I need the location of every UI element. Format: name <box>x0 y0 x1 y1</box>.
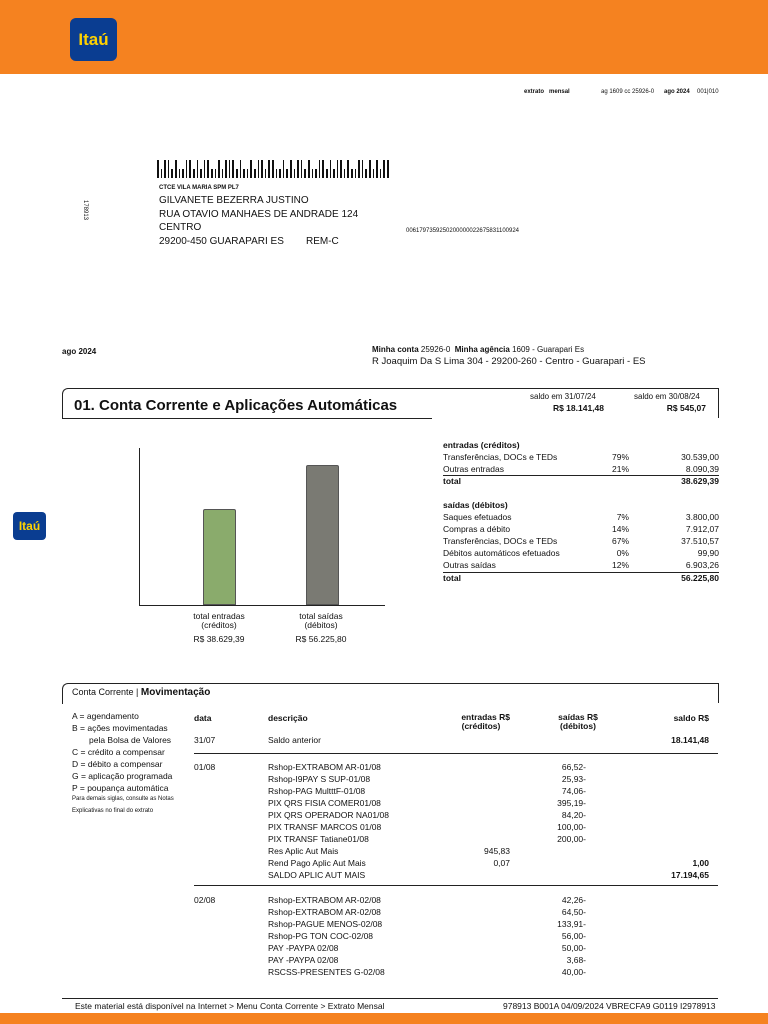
barcode-bar <box>373 169 375 178</box>
barcode-bar <box>232 160 234 178</box>
opening-desc: Saldo anterior <box>268 735 321 745</box>
doc-type: extrato mensal <box>524 89 570 95</box>
barcode-bar <box>290 160 292 178</box>
barcode-bar <box>236 169 238 178</box>
entradas-total-value: 38.629,39 <box>681 476 719 486</box>
account-info: Minha conta 25926-0 Minha agência 1609 - Guarapari Es <box>372 345 585 354</box>
barcode-bar <box>218 160 220 178</box>
saidas-label: Transferências, DOCs e TEDs <box>443 536 558 546</box>
barcode-bar <box>168 160 170 178</box>
transaction-desc: Rend Pago Aplic Aut Mais <box>268 858 366 868</box>
transaction-saida: 200,00- <box>557 834 586 844</box>
saidas-value: 7.912,07 <box>685 524 719 534</box>
transaction-desc: Rshop-EXTRABOM AR-02/08 <box>268 895 381 905</box>
recipient-rem: REM-C <box>306 236 339 247</box>
saidas-label: Saques efetuados <box>443 512 512 522</box>
transaction-saida: 64,50- <box>561 907 586 917</box>
saidas-value: 37.510,57 <box>681 536 719 546</box>
transaction-desc: Rshop-PG TON COC-02/08 <box>268 931 374 941</box>
barcode-bar <box>279 169 281 178</box>
saidas-total-label: total <box>443 573 461 583</box>
barcode-bar <box>387 160 389 178</box>
movimentacao-frame-right <box>716 683 719 703</box>
footer-divider <box>62 998 718 999</box>
movimentacao-breadcrumb: Conta Corrente | Movimentação <box>72 687 211 698</box>
saidas-label: Compras a débito <box>443 524 511 534</box>
chart-bar-entradas <box>203 509 236 605</box>
barcode-bar <box>179 169 181 178</box>
section-frame-right <box>716 388 719 418</box>
group-divider <box>194 885 718 886</box>
barcode-bar <box>171 169 173 178</box>
entradas-title: entradas (créditos) <box>443 440 520 450</box>
transaction-saida: 66,52- <box>561 762 586 772</box>
transaction-saida: 74,06- <box>561 786 586 796</box>
recipient-district: CENTRO <box>159 222 202 233</box>
barcode-bar <box>222 169 224 178</box>
footer-bar <box>0 1013 768 1024</box>
barcode-bar <box>380 169 382 178</box>
barcode-bar <box>240 160 242 178</box>
entradas-value: 30.539,00 <box>681 452 719 462</box>
col-header-entradas: entradas R$ (créditos) <box>461 712 510 731</box>
legend-note-1: Para demais siglas, consulte as Notas <box>72 796 174 802</box>
barcode-bar <box>376 160 378 178</box>
barcode-bar <box>326 169 328 178</box>
barcode-bar <box>319 160 321 178</box>
group-date: 02/08 <box>194 895 216 905</box>
entradas-pct: 79% <box>611 452 629 462</box>
transaction-desc: Rshop-PAG MultttF-01/08 <box>268 786 366 796</box>
col-header-descricao: descrição <box>268 713 308 723</box>
transaction-saida: 42,26- <box>561 895 586 905</box>
barcode-bar <box>215 169 217 178</box>
barcode-bar <box>322 160 324 178</box>
legend <box>72 711 192 795</box>
barcode-bar <box>200 169 202 178</box>
barcode-bar <box>197 160 199 178</box>
barcode-bar <box>383 160 385 178</box>
barcode-bar <box>351 169 353 178</box>
barcode-bar <box>186 160 188 178</box>
transaction-saida: 3,68- <box>566 955 586 965</box>
barcode-bar <box>294 169 296 178</box>
barcode-bar <box>365 169 367 178</box>
saidas-row <box>443 548 719 560</box>
saidas-pct: 7% <box>616 512 629 522</box>
barcode-bar <box>312 169 314 178</box>
legend-item: C = crédito a compensar <box>72 747 165 757</box>
legend-item: A = agendamento <box>72 711 139 721</box>
balance-end-value: R$ 545,07 <box>666 403 706 413</box>
barcode-bar <box>362 160 364 178</box>
saidas-label: Outras saídas <box>443 560 496 570</box>
barcode-bar <box>268 160 270 178</box>
barcode-bar <box>261 160 263 178</box>
entradas-row <box>443 452 719 464</box>
barcode-bar <box>276 169 278 178</box>
transaction-desc: Rshop-EXTRABOM AR-02/08 <box>268 907 381 917</box>
transaction-desc: Rshop-EXTRABOM AR-01/08 <box>268 762 381 772</box>
saidas-title: saídas (débitos) <box>443 500 508 510</box>
section-title: 01. Conta Corrente e Aplicações Automáticas <box>74 397 398 414</box>
barcode-bar <box>340 160 342 178</box>
saidas-label: Débitos automáticos efetuados <box>443 548 560 558</box>
saidas-pct: 12% <box>611 560 629 570</box>
transaction-desc: Res Aplic Aut Mais <box>268 846 339 856</box>
entradas-table <box>443 452 719 476</box>
barcode-bar <box>211 169 213 178</box>
col-header-saldo: saldo R$ <box>673 713 709 723</box>
saidas-value: 3.800,00 <box>685 512 719 522</box>
saidas-pct: 0% <box>616 548 629 558</box>
transaction-desc: PIX TRANSF MARCOS 01/08 <box>268 822 382 832</box>
entradas-label: Outras entradas <box>443 464 504 474</box>
legend-item: G = aplicação programada <box>72 771 173 781</box>
barcode-bar <box>369 160 371 178</box>
transaction-saida: 100,00- <box>557 822 586 832</box>
entradas-pct: 21% <box>611 464 629 474</box>
chart-label-entradas: total entradas (créditos) <box>193 611 245 630</box>
doc-month: ago 2024 <box>664 89 690 95</box>
transaction-saldo: 17.194,65 <box>671 870 709 880</box>
balance-end-label: saldo em 30/08/24 <box>634 392 700 401</box>
col-header-saidas: saídas R$ (débitos) <box>558 712 598 731</box>
saidas-row <box>443 524 719 536</box>
chart-x-axis <box>139 605 385 606</box>
entradas-total-label: total <box>443 476 461 486</box>
saidas-total-value: 56.225,80 <box>681 573 719 583</box>
transaction-saida: 84,20- <box>561 810 586 820</box>
recipient-street: RUA OTAVIO MANHAES DE ANDRADE 124 <box>159 209 359 220</box>
doc-ref: ag 1609 cc 25926-0 <box>601 89 655 95</box>
legend-item: pela Bolsa de Valores <box>89 735 172 745</box>
transaction-saida: 133,91- <box>557 919 586 929</box>
footer-note: Este material está disponível na Internet > Menu Conta Corrente > Extrato Mensal <box>75 1001 385 1011</box>
barcode-bar <box>247 169 249 178</box>
transaction-desc: PIX QRS OPERADOR NA01/08 <box>268 810 389 820</box>
entradas-value: 8.090,39 <box>685 464 719 474</box>
recipient-name: GILVANETE BEZERRA JUSTINO <box>159 195 309 206</box>
barcode-bar <box>283 160 285 178</box>
chart-value-entradas: R$ 38.629,39 <box>193 634 245 644</box>
saidas-value: 6.903,26 <box>685 560 719 570</box>
transaction-desc: Rshop-I9PAY S SUP-01/08 <box>268 774 371 784</box>
saidas-value: 99,90 <box>697 548 719 558</box>
itau-side-logo: Itaú <box>13 512 46 540</box>
legend-item: D = débito a compensar <box>72 759 163 769</box>
barcode-bar <box>157 160 159 178</box>
legend-item: B = ações movimentadas <box>72 723 168 733</box>
barcode-bar <box>164 160 166 178</box>
barcode-bar <box>304 169 306 178</box>
saidas-row <box>443 560 719 572</box>
group-date: 01/08 <box>194 762 216 772</box>
barcode-bar <box>258 160 260 178</box>
chart-plot <box>139 448 385 605</box>
barcode-bar <box>243 169 245 178</box>
section-underline <box>62 418 432 419</box>
opening-saldo: 18.141,48 <box>671 735 709 745</box>
barcode-bar <box>272 160 274 178</box>
chart-bar-saidas <box>306 465 339 605</box>
transaction-desc: PIX TRANSF Tatiane01/08 <box>268 834 369 844</box>
saidas-pct: 67% <box>611 536 629 546</box>
barcode-bar <box>347 160 349 178</box>
barcode-bar <box>250 160 252 178</box>
barcode-bar <box>301 160 303 178</box>
opening-date: 31/07 <box>194 735 216 745</box>
barcode-line: CTCE VILA MARIA SPM PL7 <box>159 185 239 191</box>
barcode-bar <box>330 160 332 178</box>
statement-period: ago 2024 <box>62 347 97 356</box>
chart-value-saidas: R$ 56.225,80 <box>295 634 347 644</box>
transaction-desc: PIX QRS FISIA COMER01/08 <box>268 798 381 808</box>
transaction-saida: 395,19- <box>557 798 586 808</box>
barcode-bar <box>286 169 288 178</box>
balance-start-label: saldo em 31/07/24 <box>530 392 596 401</box>
recipient-cep-city: 29200-450 GUARAPARI ES <box>159 236 284 247</box>
agency-address: R Joaquim Da S Lima 304 - 29200-260 - Centro - Guarapari - ES <box>372 356 646 367</box>
barcode-bar <box>337 160 339 178</box>
doc-page: 001|010 <box>697 89 719 95</box>
tracking-number: 0061797359250200000022675831100924 <box>406 228 520 234</box>
barcode-bar <box>161 169 163 178</box>
opening-divider <box>194 753 718 754</box>
barcode-bar <box>297 160 299 178</box>
saidas-table <box>443 512 719 572</box>
transaction-entrada: 0,07 <box>493 858 510 868</box>
transaction-saida: 50,00- <box>561 943 586 953</box>
barcode-bar <box>225 160 227 178</box>
legend-note-2: Explicativas no final do extrato <box>72 808 154 814</box>
entradas-label: Transferências, DOCs e TEDs <box>443 452 558 462</box>
barcode-bar <box>193 169 195 178</box>
barcode-bar <box>355 169 357 178</box>
barcode-bar <box>308 160 310 178</box>
barcode-bar <box>254 169 256 178</box>
barcode-bar <box>182 169 184 178</box>
transaction-desc: Rshop-PAGUE MENOS-02/08 <box>268 919 383 929</box>
barcode-bar <box>207 160 209 178</box>
barcode-bar <box>333 169 335 178</box>
barcode-bar <box>204 160 206 178</box>
postal-barcode <box>157 160 389 178</box>
barcode-bar <box>344 169 346 178</box>
barcode-bar <box>358 160 360 178</box>
transaction-saldo: 1,00 <box>692 858 709 868</box>
transaction-desc: SALDO APLIC AUT MAIS <box>268 870 366 880</box>
transaction-desc: PAY -PAYPA 02/08 <box>268 955 339 965</box>
barcode-bar <box>265 169 267 178</box>
saidas-row <box>443 512 719 524</box>
barcode-bar <box>189 160 191 178</box>
transaction-saida: 40,00- <box>561 967 586 977</box>
transaction-saida: 25,93- <box>561 774 586 784</box>
itau-logo: Itaú <box>70 18 117 61</box>
chart-label-saidas: total saídas (débitos) <box>299 611 343 630</box>
transaction-entrada: 945,83 <box>484 846 510 856</box>
legend-item: P = poupança automática <box>72 783 169 793</box>
side-code: 178913 <box>82 200 88 221</box>
barcode-bar <box>175 160 177 178</box>
footer-code: 978913 B001A 04/09/2024 VBRECFA9 G0119 I2978913 <box>503 1001 716 1011</box>
transaction-desc: RSCSS-PRESENTES G-02/08 <box>268 967 385 977</box>
balance-start-value: R$ 18.141,48 <box>552 403 604 413</box>
saidas-row <box>443 536 719 548</box>
col-header-data: data <box>194 713 212 723</box>
saidas-pct: 14% <box>611 524 629 534</box>
barcode-bar <box>229 160 231 178</box>
transaction-desc: PAY -PAYPA 02/08 <box>268 943 339 953</box>
transaction-saida: 56,00- <box>561 931 586 941</box>
barcode-bar <box>315 169 317 178</box>
